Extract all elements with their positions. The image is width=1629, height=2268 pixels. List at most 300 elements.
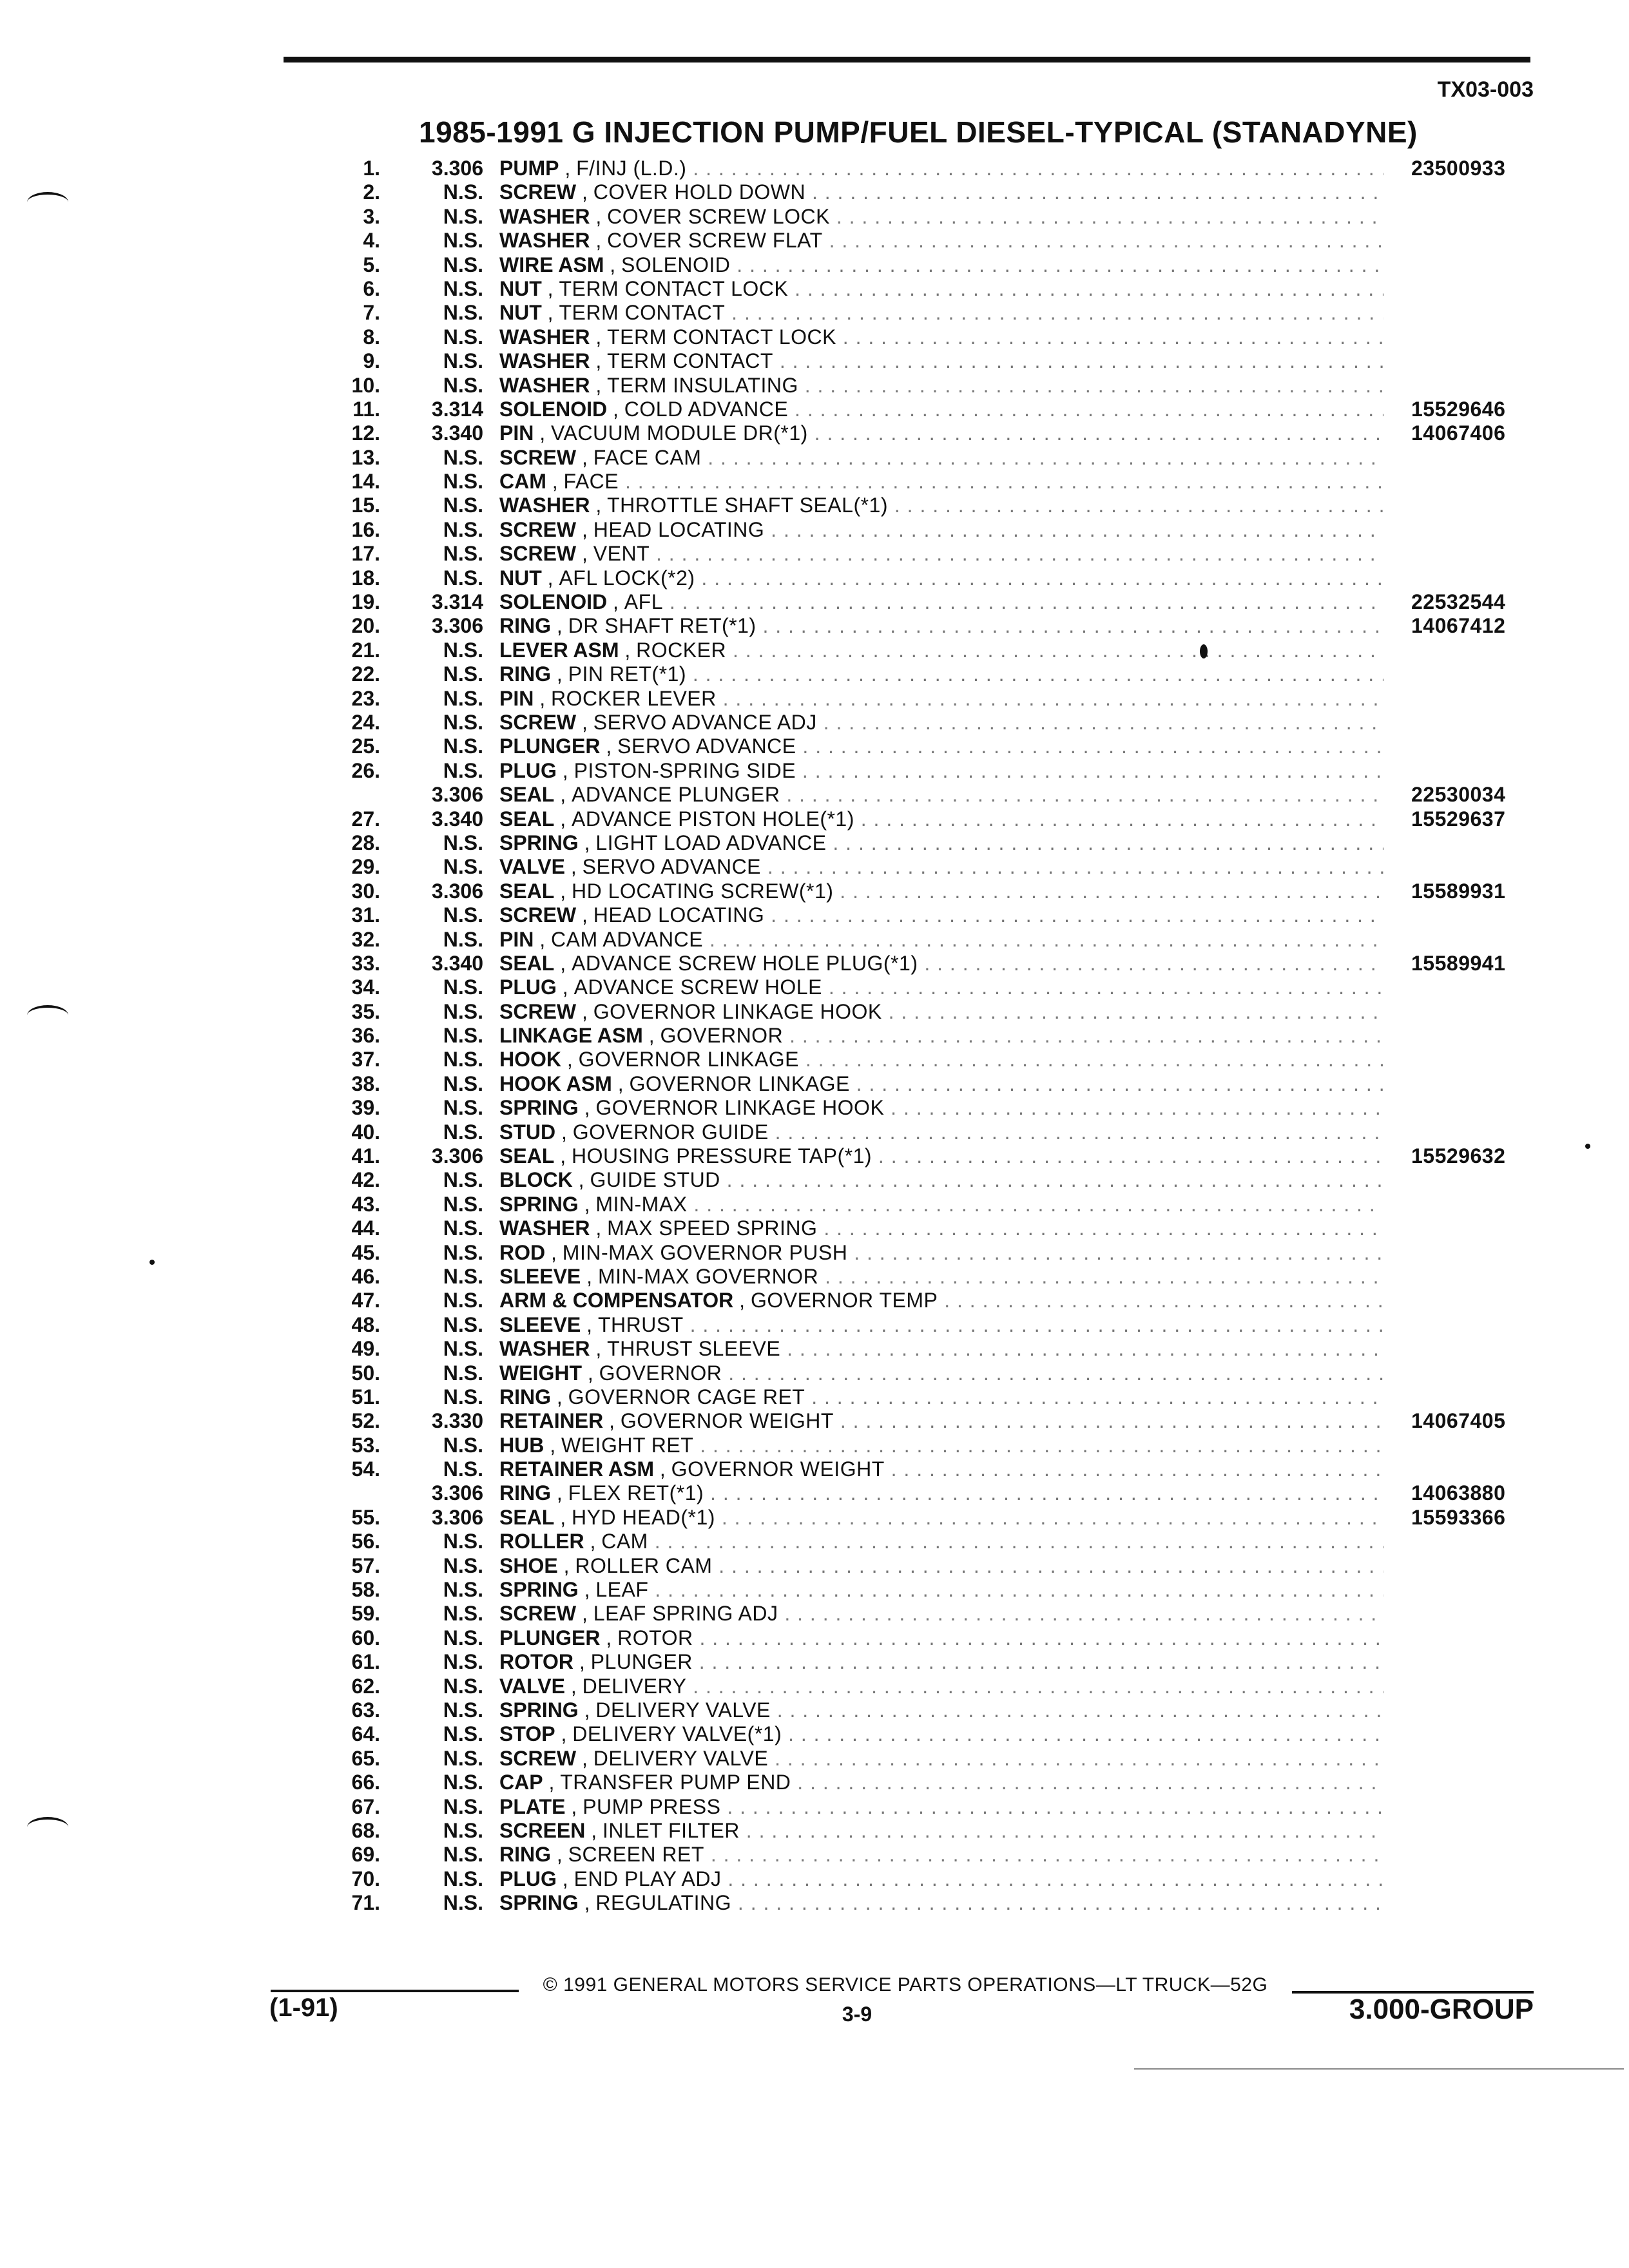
group-number: N.S. xyxy=(443,710,483,734)
item-number: 8. xyxy=(363,325,380,349)
part-detail: HYD HEAD(*1) xyxy=(572,1505,715,1529)
parts-row xyxy=(0,1650,1629,1674)
group-number: N.S. xyxy=(443,903,483,927)
group-number: N.S. xyxy=(443,1096,483,1120)
group-number: N.S. xyxy=(443,1578,483,1602)
item-number: 14. xyxy=(351,470,380,494)
item-number: 12. xyxy=(351,421,380,445)
group-number: N.S. xyxy=(443,253,483,276)
part-description: LINKAGE ASM , GOVERNOR . . . xyxy=(499,1024,1383,1048)
part-name: VALVE xyxy=(499,1674,565,1698)
part-description: WASHER , TERM INSULATING . . . xyxy=(499,374,1383,398)
part-detail: TERM CONTACT xyxy=(607,349,773,373)
parts-row xyxy=(0,590,1629,614)
part-name: SEAL xyxy=(499,1505,555,1529)
part-description: SCREW , DELIVERY VALVE . . . xyxy=(499,1747,1383,1771)
part-name: WASHER xyxy=(499,1337,590,1361)
scan-artifact-line xyxy=(1134,2068,1624,2070)
part-name: RING xyxy=(499,1843,551,1867)
part-description: SCREW , SERVO ADVANCE ADJ . . . xyxy=(499,711,1383,735)
part-name: PUMP xyxy=(499,157,559,180)
part-description: SEAL , ADVANCE PLUNGER . . . xyxy=(499,783,1383,807)
part-detail: PIN RET(*1) xyxy=(568,662,686,686)
item-number: 63. xyxy=(351,1698,380,1722)
part-detail: LIGHT LOAD ADVANCE xyxy=(595,831,827,854)
part-number: 15589941 xyxy=(1411,951,1506,975)
page-title: 1985-1991 G INJECTION PUMP/FUEL DIESEL-TYPICAL (STANADYNE) xyxy=(419,115,1418,149)
part-description: PLUNGER , ROTOR . . . xyxy=(499,1626,1383,1650)
part-name: SEAL xyxy=(499,951,555,975)
part-description: PLUG , PISTON-SPRING SIDE . . . xyxy=(499,759,1383,783)
parts-row xyxy=(0,1698,1629,1722)
group-number: N.S. xyxy=(443,1216,483,1240)
part-name: PLUG xyxy=(499,1867,557,1890)
group-number: 3.330 xyxy=(431,1409,483,1433)
part-description: BLOCK , GUIDE STUD . . . xyxy=(499,1168,1383,1192)
part-detail: MIN-MAX GOVERNOR xyxy=(597,1264,819,1288)
item-number: 59. xyxy=(351,1602,380,1626)
item-number: 29. xyxy=(351,855,380,879)
part-name: ROLLER xyxy=(499,1530,584,1553)
parts-row xyxy=(0,494,1629,517)
group-number: N.S. xyxy=(443,927,483,951)
part-description: SEAL , HOUSING PRESSURE TAP(*1) . . . xyxy=(499,1144,1383,1168)
item-number: 27. xyxy=(351,807,380,831)
group-number: N.S. xyxy=(443,301,483,325)
group-number: 3.340 xyxy=(431,807,483,831)
part-description: RING , DR SHAFT RET(*1) . . . xyxy=(499,614,1383,638)
part-detail: COVER SCREW LOCK xyxy=(607,204,830,228)
part-number: 14067406 xyxy=(1411,421,1506,445)
part-description: HOOK ASM , GOVERNOR LINKAGE . . . xyxy=(499,1072,1383,1096)
part-description: SPRING , LIGHT LOAD ADVANCE . . . xyxy=(499,831,1383,855)
parts-row xyxy=(0,229,1629,253)
group-number: N.S. xyxy=(443,1312,483,1336)
parts-row xyxy=(0,542,1629,566)
group-number: N.S. xyxy=(443,1168,483,1192)
part-detail: MAX SPEED SPRING xyxy=(607,1216,818,1240)
part-name: NUT xyxy=(499,566,542,590)
date-code: (1-91) xyxy=(269,1994,338,2022)
part-name: HOOK xyxy=(499,1048,561,1072)
part-name: SCREW xyxy=(499,1602,577,1626)
item-number: 40. xyxy=(351,1120,380,1144)
part-detail: DR SHAFT RET(*1) xyxy=(568,614,757,638)
parts-row xyxy=(0,1626,1629,1650)
item-number: 71. xyxy=(351,1891,380,1915)
part-detail: PUMP PRESS xyxy=(583,1794,721,1818)
part-detail: ROLLER CAM xyxy=(575,1553,713,1577)
group-number: N.S. xyxy=(443,1048,483,1072)
item-number: 56. xyxy=(351,1530,380,1553)
group-number: N.S. xyxy=(443,229,483,253)
item-number: 20. xyxy=(351,614,380,638)
part-description: SLEEVE , MIN-MAX GOVERNOR . . . xyxy=(499,1265,1383,1289)
group-number: N.S. xyxy=(443,855,483,879)
part-description: PLUNGER , SERVO ADVANCE . . . xyxy=(499,735,1383,758)
group-number: N.S. xyxy=(443,1818,483,1842)
parts-row xyxy=(0,928,1629,952)
group-number: 3.306 xyxy=(431,879,483,903)
group-number: N.S. xyxy=(443,831,483,854)
part-detail: ADVANCE SCREW HOLE xyxy=(574,975,822,999)
part-detail: GOVERNOR LINKAGE HOOK xyxy=(593,999,882,1023)
part-description: SPRING , REGULATING . . . xyxy=(499,1891,1383,1915)
part-name: PLUG xyxy=(499,975,557,999)
group-number: N.S. xyxy=(443,325,483,349)
part-description: SOLENOID , AFL . . . xyxy=(499,590,1383,614)
part-description: WASHER , COVER SCREW LOCK . . . xyxy=(499,205,1383,229)
part-name: SPRING xyxy=(499,831,579,854)
group-number: N.S. xyxy=(443,1337,483,1361)
part-detail: SCREEN RET xyxy=(568,1843,704,1867)
part-number: 15589931 xyxy=(1411,879,1506,903)
part-description: RETAINER , GOVERNOR WEIGHT . . . xyxy=(499,1409,1383,1433)
parts-row xyxy=(0,783,1629,807)
binder-hole-mark xyxy=(27,192,68,213)
part-description: WASHER , COVER SCREW FLAT . . . xyxy=(499,229,1383,253)
part-detail: THROTTLE SHAFT SEAL(*1) xyxy=(607,494,888,517)
item-number: 58. xyxy=(351,1578,380,1602)
group-number: 3.306 xyxy=(431,1144,483,1168)
part-name: PIN xyxy=(499,686,534,710)
part-number: 23500933 xyxy=(1411,157,1506,180)
part-name: SCREW xyxy=(499,180,577,204)
part-description: ROD , MIN-MAX GOVERNOR PUSH . . . xyxy=(499,1241,1383,1265)
item-number: 16. xyxy=(351,517,380,541)
part-description: SCREW , COVER HOLD DOWN . . . xyxy=(499,180,1383,204)
parts-row xyxy=(0,157,1629,180)
scan-speck xyxy=(1200,644,1208,658)
parts-row xyxy=(0,1747,1629,1771)
part-detail: GOVERNOR CAGE RET xyxy=(568,1385,805,1408)
part-name: SOLENOID xyxy=(499,590,608,614)
group-number: 3.306 xyxy=(431,614,483,638)
part-description: SEAL , ADVANCE PISTON HOLE(*1) . . . xyxy=(499,807,1383,831)
group-number: N.S. xyxy=(443,1891,483,1915)
parts-row xyxy=(0,1024,1629,1048)
part-name: SPRING xyxy=(499,1096,579,1120)
part-name: RING xyxy=(499,1481,551,1505)
part-name: LINKAGE ASM xyxy=(499,1024,643,1048)
item-number: 33. xyxy=(351,951,380,975)
parts-row xyxy=(0,421,1629,445)
group-number: N.S. xyxy=(443,735,483,758)
part-detail: PLUNGER xyxy=(590,1650,693,1674)
parts-row xyxy=(0,1385,1629,1409)
parts-row xyxy=(0,1891,1629,1915)
part-description: NUT , TERM CONTACT . . . xyxy=(499,301,1383,325)
part-name: PLUG xyxy=(499,758,557,782)
group-number: N.S. xyxy=(443,517,483,541)
part-description: SCREW , FACE CAM . . . xyxy=(499,446,1383,470)
parts-row xyxy=(0,1361,1629,1385)
part-detail: LEAF SPRING ADJ xyxy=(593,1602,778,1626)
part-detail: HD LOCATING SCREW(*1) xyxy=(572,879,834,903)
part-description: VALVE , SERVO ADVANCE . . . xyxy=(499,855,1383,879)
parts-row xyxy=(0,1337,1629,1361)
group-number: N.S. xyxy=(443,1746,483,1770)
parts-row xyxy=(0,1096,1629,1120)
parts-row xyxy=(0,1193,1629,1216)
part-detail: MIN-MAX GOVERNOR PUSH xyxy=(562,1240,848,1264)
binder-hole-mark xyxy=(27,1005,68,1026)
part-description: SPRING , LEAF . . . xyxy=(499,1578,1383,1602)
item-number: 13. xyxy=(351,445,380,469)
part-name: SCREEN xyxy=(499,1818,586,1842)
group-number: N.S. xyxy=(443,1289,483,1312)
group-number: N.S. xyxy=(443,1457,483,1481)
group-number: N.S. xyxy=(443,1867,483,1890)
part-description: SCREW , LEAF SPRING ADJ . . . xyxy=(499,1602,1383,1626)
part-name: SEAL xyxy=(499,879,555,903)
parts-row xyxy=(0,1819,1629,1843)
group-number: N.S. xyxy=(443,1385,483,1408)
part-name: PLATE xyxy=(499,1794,566,1818)
part-name: SCREW xyxy=(499,710,577,734)
part-detail: MIN-MAX xyxy=(595,1192,688,1216)
parts-row xyxy=(0,301,1629,325)
item-number: 22. xyxy=(351,662,380,686)
group-number: N.S. xyxy=(443,1553,483,1577)
item-number: 42. xyxy=(351,1168,380,1192)
parts-row xyxy=(0,1795,1629,1819)
parts-row xyxy=(0,879,1629,903)
part-description: SCREW , VENT . . . xyxy=(499,542,1383,566)
part-detail: CAM ADVANCE xyxy=(551,927,704,951)
part-description: ARM & COMPENSATOR , GOVERNOR TEMP . . . xyxy=(499,1289,1383,1312)
item-number: 15. xyxy=(351,494,380,517)
part-detail: F/INJ (L.D.) xyxy=(576,157,687,180)
parts-row xyxy=(0,1554,1629,1578)
item-number: 5. xyxy=(363,253,380,276)
part-description: CAM , FACE . . . xyxy=(499,470,1383,494)
part-name: PIN xyxy=(499,421,534,445)
parts-row xyxy=(0,1120,1629,1144)
group-number: N.S. xyxy=(443,204,483,228)
group-number: N.S. xyxy=(443,373,483,397)
part-description: SEAL , ADVANCE SCREW HOLE PLUG(*1) . . . xyxy=(499,952,1383,975)
part-detail: TERM INSULATING xyxy=(607,373,798,397)
part-number: 22532544 xyxy=(1411,590,1506,614)
parts-row xyxy=(0,1530,1629,1553)
item-number: 47. xyxy=(351,1289,380,1312)
part-description: RING , SCREEN RET . . . xyxy=(499,1843,1383,1867)
item-number: 30. xyxy=(351,879,380,903)
part-detail: GUIDE STUD xyxy=(590,1168,720,1192)
part-description: NUT , TERM CONTACT LOCK . . . xyxy=(499,277,1383,301)
group-number: N.S. xyxy=(443,1024,483,1048)
part-name: PLUNGER xyxy=(499,735,601,758)
part-detail: THRUST xyxy=(597,1312,684,1336)
parts-row xyxy=(0,1867,1629,1891)
part-description: SCREW , HEAD LOCATING . . . xyxy=(499,903,1383,927)
item-number: 21. xyxy=(351,638,380,662)
part-detail: GOVERNOR WEIGHT xyxy=(671,1457,885,1481)
item-number: 51. xyxy=(351,1385,380,1408)
part-description: PIN , ROCKER LEVER . . . xyxy=(499,687,1383,711)
item-number: 35. xyxy=(351,999,380,1023)
item-number: 25. xyxy=(351,735,380,758)
item-number: 32. xyxy=(351,927,380,951)
part-name: SCREW xyxy=(499,542,577,566)
part-detail: SERVO ADVANCE xyxy=(582,855,762,879)
parts-row xyxy=(0,1457,1629,1481)
item-number: 53. xyxy=(351,1433,380,1457)
part-name: SLEEVE xyxy=(499,1312,581,1336)
copyright-notice: © 1991 GENERAL MOTORS SERVICE PARTS OPERATIONS—LT TRUCK—52G xyxy=(543,1974,1268,1995)
group-number: N.S. xyxy=(443,1240,483,1264)
parts-row xyxy=(0,1409,1629,1433)
part-detail: END PLAY ADJ xyxy=(574,1867,722,1890)
group-number: N.S. xyxy=(443,975,483,999)
part-detail: TERM CONTACT LOCK xyxy=(559,276,789,300)
group-number: 3.306 xyxy=(431,1505,483,1529)
part-name: SPRING xyxy=(499,1698,579,1722)
group-number: N.S. xyxy=(443,349,483,373)
part-number: 14067412 xyxy=(1411,614,1506,638)
group-number: 3.306 xyxy=(431,157,483,180)
part-name: SCREW xyxy=(499,445,577,469)
part-name: SCREW xyxy=(499,517,577,541)
part-detail: LEAF xyxy=(595,1578,649,1602)
item-number: 54. xyxy=(351,1457,380,1481)
group-number: N.S. xyxy=(443,999,483,1023)
part-description: ROLLER , CAM . . . xyxy=(499,1530,1383,1553)
part-detail: AFL LOCK(*2) xyxy=(559,566,695,590)
parts-row xyxy=(0,446,1629,470)
item-number: 67. xyxy=(351,1794,380,1818)
binder-hole-mark xyxy=(27,1817,68,1838)
part-detail: SERVO ADVANCE ADJ xyxy=(593,710,817,734)
item-number: 62. xyxy=(351,1674,380,1698)
item-number: 26. xyxy=(351,758,380,782)
item-number: 19. xyxy=(351,590,380,614)
part-name: BLOCK xyxy=(499,1168,573,1192)
parts-row xyxy=(0,1289,1629,1312)
part-number: 14063880 xyxy=(1411,1481,1506,1505)
part-detail: AFL xyxy=(624,590,663,614)
part-description: HUB , WEIGHT RET . . . xyxy=(499,1434,1383,1457)
parts-row xyxy=(0,1241,1629,1265)
item-number: 11. xyxy=(352,397,380,421)
item-number: 18. xyxy=(351,566,380,590)
part-description: WASHER , TERM CONTACT LOCK . . . xyxy=(499,325,1383,349)
part-description: LEVER ASM , ROCKER . . . xyxy=(499,639,1383,662)
group-number: 3.306 xyxy=(431,783,483,807)
part-detail: SERVO ADVANCE xyxy=(617,735,796,758)
part-description: RING , PIN RET(*1) . . . xyxy=(499,662,1383,686)
part-number: 15529637 xyxy=(1411,807,1506,831)
part-detail: COVER SCREW FLAT xyxy=(607,229,823,253)
part-detail: HEAD LOCATING xyxy=(593,903,765,927)
part-detail: GOVERNOR WEIGHT xyxy=(620,1409,834,1433)
part-description: SPRING , GOVERNOR LINKAGE HOOK . . . xyxy=(499,1096,1383,1120)
part-detail: CAM xyxy=(601,1530,648,1553)
part-name: SEAL xyxy=(499,783,555,807)
part-name: SEAL xyxy=(499,807,555,831)
parts-row xyxy=(0,711,1629,735)
part-description: HOOK , GOVERNOR LINKAGE . . . xyxy=(499,1048,1383,1072)
part-detail: TERM CONTACT LOCK xyxy=(607,325,836,349)
part-detail: GOVERNOR LINKAGE xyxy=(578,1048,799,1072)
parts-row xyxy=(0,1434,1629,1457)
group-number: N.S. xyxy=(443,662,483,686)
part-name: WASHER xyxy=(499,349,590,373)
part-name: SPRING xyxy=(499,1192,579,1216)
part-name: WASHER xyxy=(499,325,590,349)
item-number: 9. xyxy=(363,349,380,373)
group-number: N.S. xyxy=(443,686,483,710)
part-detail: HOUSING PRESSURE TAP(*1) xyxy=(572,1144,872,1168)
part-description: VALVE , DELIVERY . . . xyxy=(499,1675,1383,1698)
part-name: SCREW xyxy=(499,1746,577,1770)
parts-row xyxy=(0,1168,1629,1192)
part-number: 15529632 xyxy=(1411,1144,1506,1168)
item-number: 17. xyxy=(351,542,380,566)
part-detail: TRANSFER PUMP END xyxy=(560,1771,791,1794)
part-name: SCREW xyxy=(499,999,577,1023)
group-number: N.S. xyxy=(443,180,483,204)
part-description: PIN , VACUUM MODULE DR(*1) . . . xyxy=(499,421,1383,445)
item-number: 36. xyxy=(351,1024,380,1048)
parts-row xyxy=(0,759,1629,783)
part-description: WIRE ASM , SOLENOID . . . xyxy=(499,253,1383,277)
item-number: 41. xyxy=(351,1144,380,1168)
part-name: WEIGHT xyxy=(499,1361,582,1385)
part-detail: THRUST SLEEVE xyxy=(607,1337,781,1361)
part-description: PLUG , ADVANCE SCREW HOLE . . . xyxy=(499,975,1383,999)
item-number: 69. xyxy=(351,1843,380,1867)
part-description: SHOE , ROLLER CAM . . . xyxy=(499,1554,1383,1578)
group-number: N.S. xyxy=(443,542,483,566)
parts-row xyxy=(0,1048,1629,1072)
part-description: PLUG , END PLAY ADJ . . . xyxy=(499,1867,1383,1891)
part-number: 15593366 xyxy=(1411,1505,1506,1529)
part-detail: DELIVERY VALVE(*1) xyxy=(572,1722,782,1746)
part-detail: DELIVERY VALVE xyxy=(593,1746,769,1770)
group-number: N.S. xyxy=(443,1120,483,1144)
item-number: 68. xyxy=(351,1818,380,1842)
part-description: STUD , GOVERNOR GUIDE . . . xyxy=(499,1120,1383,1144)
part-detail: ROCKER LEVER xyxy=(551,686,717,710)
item-number: 55. xyxy=(351,1505,380,1529)
parts-row xyxy=(0,614,1629,638)
group-number: N.S. xyxy=(443,1698,483,1722)
page-number: 3-9 xyxy=(842,2003,872,2026)
part-detail: COVER HOLD DOWN xyxy=(593,180,806,204)
part-detail: COLD ADVANCE xyxy=(624,397,789,421)
parts-row xyxy=(0,1313,1629,1337)
part-name: WASHER xyxy=(499,204,590,228)
part-description: WASHER , THRUST SLEEVE . . . xyxy=(499,1337,1383,1361)
group-number: N.S. xyxy=(443,1771,483,1794)
part-detail: GOVERNOR xyxy=(660,1024,784,1048)
item-number: 39. xyxy=(351,1096,380,1120)
group-number: N.S. xyxy=(443,470,483,494)
part-description: SOLENOID , COLD ADVANCE . . . xyxy=(499,398,1383,421)
part-name: WASHER xyxy=(499,1216,590,1240)
parts-row xyxy=(0,1144,1629,1168)
group-number: N.S. xyxy=(443,1722,483,1746)
part-name: SCREW xyxy=(499,903,577,927)
part-description: WEIGHT , GOVERNOR . . . xyxy=(499,1361,1383,1385)
part-detail: GOVERNOR LINKAGE HOOK xyxy=(595,1096,885,1120)
parts-row xyxy=(0,566,1629,590)
part-name: STOP xyxy=(499,1722,555,1746)
parts-row xyxy=(0,975,1629,999)
parts-row xyxy=(0,1216,1629,1240)
